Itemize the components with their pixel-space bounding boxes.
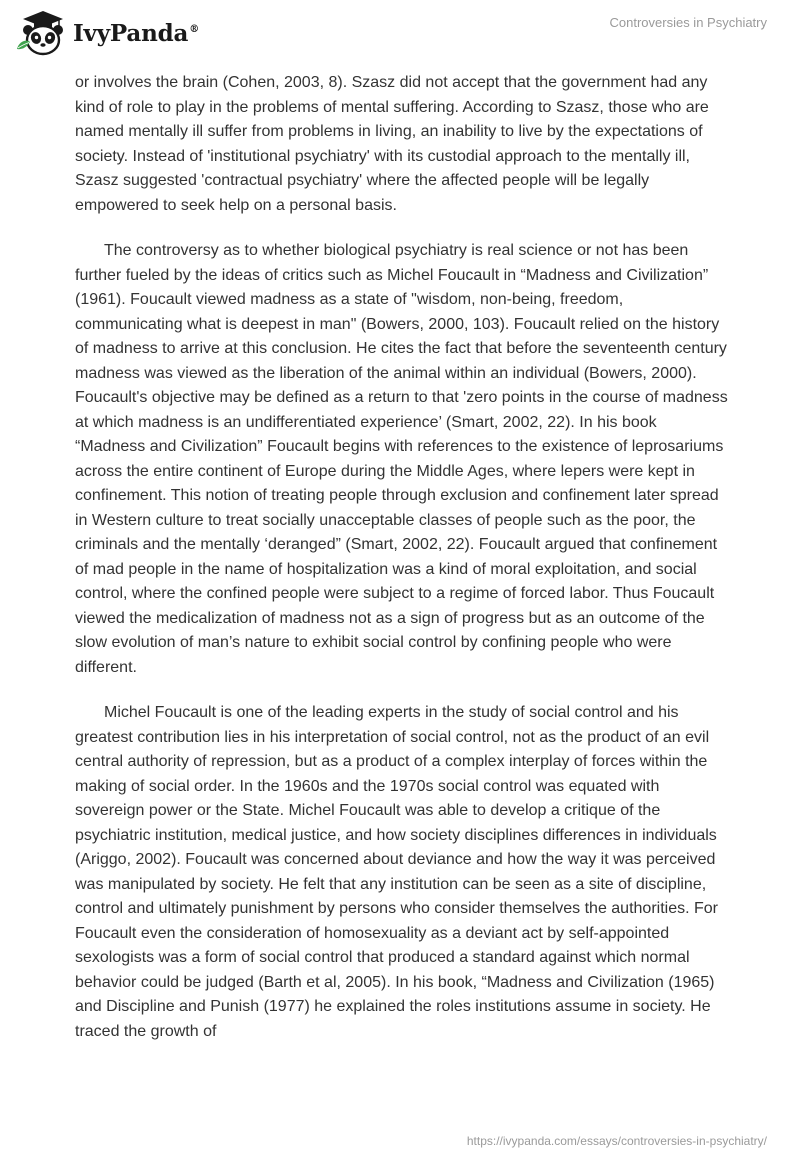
brand-name <box>73 20 199 47</box>
paragraph-continuation: or involves the brain (Cohen, 2003, 8). Szasz did not accept that the government had any kind of role to play in the problems of mental suffering. According to Szasz, those who are named mentally ill suffer from problems in living, an inability to live by the expectations of society. Instead of 'institutional psychiatry' with its custodial approach to the mentally ill, Szasz suggested 'contractual psychiatry' where the affected people will be legally empowered to seek help on a personal basis. <box>75 74 709 214</box>
ivypanda-logo-link[interactable] <box>15 9 199 57</box>
page-header <box>0 0 800 70</box>
paragraph-foucault-madness: The controversy as to whether biological psychiatry is real science or not has been further fueled by the ideas of critics such as Michel Foucault in “Madness and Civilization” (1961). Foucault viewed madness as a state of "wisdom, non-being, freedom, communicating what is deepest in man" (Bowers, 2000, 103). Foucault relied on the history of madness to arrive at this conclusion. He cites the fact that before the seventeenth century madness was viewed as the liberation of the animal within an individual (Bowers, 2000). Foucault's objective may be defined as a return to that 'zero points in the course of madness at which madness is an undifferentiated experience’ (Smart, 2002, 22). In his book “Madness and Civilization” Foucault begins with references to the existence of leprosariums across the entire continent of Europe during the Middle Ages, where lepers were kept in confinement. This notion of treating people through exclusion and confinement later spread in Western culture to treat socially unacceptable classes of people such as the poor, the criminals and the mentally ‘deranged” (Smart, 2002, 22). Foucault argued that confinement of mad people in the name of hospitalization was a kind of moral exploitation, and social control, where the confined people were subject to a regime of forced labor. Thus Foucault viewed the medicalization of madness not as a sign of progress but as an outcome of the slow evolution of man’s nature to exhibit social control by confining people who were different. <box>75 242 728 676</box>
document-title: Controversies in Psychiatry <box>609 15 767 30</box>
paragraph-foucault-social-control: Michel Foucault is one of the leading experts in the study of social control and his greatest contribution lies in his interpretation of social control, not as the product of an evil central authority of repression, but as a product of a complex interplay of forces within the making of social order. In the 1960s and the 1970s social control was equated with sovereign power or the State. Michel Foucault was able to develop a critique of the psychiatric institution, medical justice, and how society disciplines differences in individuals (Ariggo, 2002). Foucault was concerned about deviance and how the way it was perceived was manipulated by society. He felt that any institution can be seen as a site of discipline, control and ultimately punishment by persons who consider themselves the authorities. For Foucault even the consideration of homosexuality as a deviant act by self-appointed sexologists was a form of social control that produced a standard against which normal behavior could be judged (Barth et al, 2005). In his book, “Madness and Civilization (1965) and Discipline and Punish (1977) he explained the roles institutions assume in society. He traced the growth of <box>75 704 718 1040</box>
brand-name-text: IvyPanda <box>73 19 189 47</box>
essay-body <box>75 71 730 1065</box>
source-url-link[interactable]: https://ivypanda.com/essays/controversies-in-psychiatry/ <box>466 1134 767 1148</box>
panda-graduate-icon <box>15 9 67 57</box>
registered-mark: ® <box>189 23 199 35</box>
